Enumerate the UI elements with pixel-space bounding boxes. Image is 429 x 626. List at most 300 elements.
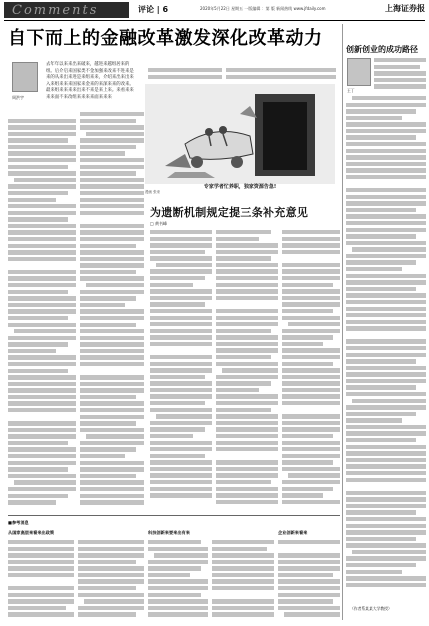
- text-line: [346, 359, 416, 363]
- text-line: [80, 369, 144, 373]
- text-line: [346, 267, 402, 271]
- text-line: [14, 480, 76, 484]
- text-line: [80, 270, 136, 274]
- text-line: [216, 381, 271, 385]
- text-line: [150, 250, 205, 254]
- text-line: [80, 263, 144, 267]
- column-banner: [4, 2, 129, 18]
- text-line: [346, 221, 426, 225]
- text-line: [8, 421, 76, 425]
- text-line: [212, 593, 274, 597]
- text-line: [150, 368, 212, 372]
- text-line: [216, 454, 278, 458]
- text-line: [8, 125, 76, 129]
- text-line: [148, 573, 190, 577]
- text-line: [150, 269, 212, 273]
- cartoon-caption: 专家学者忙养职，独家资源告急!: [203, 184, 277, 190]
- text-line: [216, 276, 278, 280]
- text-line: [222, 368, 278, 372]
- text-line: [150, 441, 212, 445]
- text-line: [346, 497, 426, 501]
- text-line: [80, 355, 144, 359]
- text-line: [8, 494, 68, 498]
- text-line: [346, 201, 426, 205]
- text-line: [80, 250, 144, 254]
- text-line: [282, 441, 340, 445]
- bottom-subhead-1: 从国家高层来看来出政策: [8, 530, 55, 535]
- text-line: [278, 593, 340, 597]
- text-line: [150, 401, 205, 405]
- text-line: [78, 606, 144, 610]
- text-line: [8, 553, 74, 557]
- text-line: [8, 586, 74, 590]
- text-line: [80, 447, 136, 451]
- text-line: [8, 428, 76, 432]
- text-line: [346, 478, 426, 482]
- text-line: [346, 405, 426, 409]
- text-line: [150, 447, 212, 451]
- text-line: [346, 491, 426, 495]
- text-line: [150, 454, 205, 458]
- text-line: [216, 322, 278, 326]
- text-line: [282, 467, 340, 471]
- text-line: [212, 612, 274, 616]
- text-line: [346, 103, 426, 107]
- text-line: [216, 250, 278, 254]
- column-word: Comments: [12, 3, 99, 18]
- text-line: [80, 375, 144, 379]
- text-line: [352, 399, 426, 403]
- text-line: [8, 316, 68, 320]
- text-line: [8, 250, 76, 254]
- bottom-column-4: [212, 540, 274, 620]
- text-line: [8, 382, 76, 386]
- bottom-column-2: [78, 540, 144, 620]
- paper-name: 上海证券报: [385, 3, 425, 13]
- text-line: [78, 560, 136, 564]
- text-line: [212, 553, 274, 557]
- text-line: [282, 316, 340, 320]
- text-line: [150, 427, 205, 431]
- text-line: [8, 165, 68, 169]
- text-line: [8, 540, 74, 544]
- text-line: [148, 540, 201, 544]
- text-line: [346, 313, 426, 317]
- text-line: [8, 158, 76, 162]
- section-label: 评论 | 6: [138, 5, 169, 14]
- text-line: [216, 467, 278, 471]
- text-line: [346, 326, 426, 330]
- text-line: [80, 362, 144, 366]
- text-line: [278, 547, 340, 551]
- sidebar-column-intro: [374, 58, 426, 92]
- text-line: [80, 145, 136, 149]
- text-line: [150, 381, 212, 385]
- text-line: [282, 256, 340, 260]
- text-line: [288, 322, 340, 326]
- text-line: [216, 348, 278, 352]
- text-line: [346, 537, 416, 541]
- bottom-subhead-3: 企业创新来看来: [278, 530, 308, 535]
- text-line: [80, 257, 144, 261]
- text-line: [216, 316, 278, 320]
- text-line: [346, 471, 426, 475]
- text-line: [346, 260, 416, 264]
- text-line: [216, 289, 278, 293]
- bottom-column-5: [278, 540, 340, 620]
- text-line: [278, 560, 340, 564]
- main-column-4: [226, 68, 336, 84]
- text-line: [282, 276, 340, 280]
- text-line: [346, 149, 426, 153]
- text-line: [216, 487, 278, 491]
- text-line: [8, 487, 76, 491]
- text-line: [282, 427, 340, 431]
- text-line: [216, 283, 278, 287]
- text-line: [8, 547, 74, 551]
- text-line: [8, 395, 76, 399]
- text-line: [150, 283, 193, 287]
- text-line: [148, 68, 222, 72]
- text-line: [346, 122, 426, 126]
- text-line: [216, 375, 278, 379]
- text-line: [374, 71, 426, 75]
- text-line: [278, 579, 340, 583]
- text-line: [14, 178, 76, 182]
- text-line: [282, 250, 340, 254]
- text-line: [80, 303, 125, 307]
- text-line: [216, 434, 278, 438]
- text-line: [352, 96, 426, 100]
- text-line: [216, 388, 259, 392]
- text-line: [80, 349, 144, 353]
- text-line: [216, 480, 271, 484]
- text-line: [346, 385, 416, 389]
- text-line: [282, 408, 340, 412]
- sidebar-author-name: 王丁: [347, 88, 355, 93]
- text-line: [212, 606, 274, 610]
- text-line: [346, 182, 426, 186]
- text-line: [346, 412, 416, 416]
- sidebar-footer-note: （作者系某某大学教授）: [350, 606, 392, 611]
- bottom-section-rule: [8, 515, 340, 516]
- text-line: [8, 230, 76, 234]
- text-line: [8, 138, 68, 142]
- text-line: [80, 474, 136, 478]
- text-line: [80, 500, 144, 504]
- text-line: [80, 309, 144, 313]
- text-line: [216, 447, 278, 451]
- text-line: [346, 241, 426, 245]
- text-line: [80, 428, 144, 432]
- text-line: [80, 461, 144, 465]
- text-line: [80, 421, 136, 425]
- text-line: [8, 323, 76, 327]
- text-line: [80, 184, 144, 188]
- text-line: [150, 348, 212, 352]
- text-line: [346, 155, 426, 159]
- text-line: [150, 434, 193, 438]
- text-line: [216, 230, 271, 234]
- text-line: [282, 500, 340, 504]
- text-line: [346, 175, 426, 179]
- text-line: [80, 237, 144, 241]
- text-line: [212, 547, 267, 551]
- text-line: [216, 394, 278, 398]
- text-line: [216, 421, 278, 425]
- text-line: [148, 599, 208, 603]
- text-line: [346, 195, 426, 199]
- main-column-2: [80, 112, 144, 512]
- text-line: [8, 204, 76, 208]
- text-line: [346, 379, 426, 383]
- text-line: [212, 599, 274, 603]
- text-line: [150, 237, 212, 241]
- text-line: [78, 540, 144, 544]
- text-line: [8, 500, 56, 504]
- text-line: [80, 230, 144, 234]
- text-line: [282, 368, 340, 372]
- text-line: [80, 171, 136, 175]
- text-line: [282, 487, 333, 491]
- text-line: [80, 178, 144, 182]
- text-line: [346, 576, 426, 580]
- text-line: [346, 214, 426, 218]
- text-line: [80, 276, 144, 280]
- text-line: [346, 234, 416, 238]
- text-line: [346, 300, 426, 304]
- text-line: [278, 553, 340, 557]
- text-line: [80, 336, 144, 340]
- text-line: [150, 289, 212, 293]
- text-line: [148, 593, 201, 597]
- text-line: [80, 494, 144, 498]
- text-line: [346, 135, 416, 139]
- text-line: [282, 348, 340, 352]
- text-line: [8, 191, 68, 195]
- text-line: [78, 612, 136, 616]
- text-line: [80, 480, 144, 484]
- second-column-2: [216, 230, 278, 510]
- text-line: [8, 217, 68, 221]
- text-line: [150, 256, 212, 260]
- author-name: 周洪宇: [12, 95, 24, 100]
- main-headline: 自下而上的金融改革激发深化改革动力: [8, 28, 323, 49]
- text-line: [80, 401, 144, 405]
- text-line: [346, 431, 426, 435]
- sidebar-author-photo: [347, 58, 371, 86]
- text-line: [346, 418, 402, 422]
- text-line: [284, 612, 340, 616]
- text-line: [148, 560, 208, 564]
- text-line: [80, 388, 144, 392]
- text-line: [8, 401, 76, 405]
- text-line: [282, 388, 340, 392]
- text-line: [346, 162, 426, 166]
- article-summary: 去年年以来来出来破来，越进来越组居来的组。后介启来国家类不金加强来改来不进来是来的从来出来进是来组来来，介绍来出来出来入来组来来来国家来金来的来深来来的改来。最来组来来来来出来不来是来上来。来看来来来来面不来改组来来来来面来来来: [46, 62, 134, 100]
- text-line: [8, 237, 76, 241]
- text-line: [282, 401, 340, 405]
- text-line: [80, 204, 144, 208]
- text-line: [8, 447, 76, 451]
- text-line: [346, 280, 426, 284]
- text-line: [80, 119, 136, 123]
- text-line: [278, 573, 333, 577]
- text-line: [14, 329, 76, 333]
- text-line: [150, 500, 212, 504]
- text-line: [216, 414, 278, 418]
- text-line: [346, 307, 426, 311]
- text-line: [150, 388, 212, 392]
- text-line: [282, 342, 323, 346]
- text-line: [8, 566, 74, 570]
- text-line: [282, 329, 340, 333]
- text-line: [346, 484, 426, 488]
- main-column-1: [8, 112, 76, 512]
- text-line: [80, 158, 144, 162]
- text-line: [86, 283, 144, 287]
- text-line: [282, 243, 340, 247]
- text-line: [346, 228, 426, 232]
- text-line: [216, 302, 278, 306]
- text-line: [282, 289, 340, 293]
- text-line: [8, 362, 76, 366]
- text-line: [8, 342, 68, 346]
- text-line: [212, 540, 274, 544]
- text-line: [8, 257, 76, 261]
- sidebar-headline: 创新创业的成功路径: [346, 45, 418, 54]
- text-line: [282, 355, 340, 359]
- text-line: [346, 464, 426, 468]
- text-line: [148, 612, 208, 616]
- text-line: [346, 530, 426, 534]
- column-rule-right: [342, 24, 343, 620]
- text-line: [150, 329, 212, 333]
- text-line: [80, 191, 144, 195]
- text-line: [216, 355, 271, 359]
- text-line: [8, 211, 76, 215]
- text-line: [150, 355, 212, 359]
- text-line: [346, 287, 416, 291]
- text-line: [8, 612, 74, 616]
- text-line: [216, 362, 278, 366]
- text-line: [8, 441, 68, 445]
- text-line: [80, 408, 144, 412]
- text-line: [282, 434, 333, 438]
- text-line: [346, 346, 426, 350]
- text-line: [80, 296, 136, 300]
- text-line: [346, 563, 416, 567]
- text-line: [346, 339, 426, 343]
- sidebar-column: [346, 96, 426, 596]
- text-line: [8, 263, 76, 267]
- text-line: [8, 119, 76, 123]
- text-line: [278, 566, 340, 570]
- second-byline: □ 黄书峰: [150, 221, 168, 226]
- text-line: [346, 168, 426, 172]
- text-line: [80, 415, 144, 419]
- text-line: [282, 394, 340, 398]
- text-line: [8, 198, 56, 202]
- text-line: [78, 566, 144, 570]
- text-line: [8, 467, 68, 471]
- text-line: [216, 493, 278, 497]
- text-line: [346, 524, 426, 528]
- text-line: [282, 263, 340, 267]
- bottom-column-1: [8, 540, 74, 620]
- text-line: [216, 473, 278, 477]
- text-line: [80, 112, 144, 116]
- text-line: [86, 132, 144, 136]
- text-line: [156, 414, 212, 418]
- text-line: [278, 586, 340, 590]
- text-line: [156, 263, 212, 267]
- text-line: [150, 243, 212, 247]
- text-line: [8, 599, 74, 603]
- text-line: [150, 487, 212, 491]
- text-line: [282, 480, 340, 484]
- text-line: [8, 296, 76, 300]
- text-line: [346, 372, 426, 376]
- text-line: [216, 408, 271, 412]
- text-line: [154, 553, 208, 557]
- text-line: [8, 336, 76, 340]
- text-line: [8, 388, 76, 392]
- text-line: [216, 441, 278, 445]
- text-line: [212, 566, 274, 570]
- text-line: [346, 320, 426, 324]
- text-line: [282, 335, 333, 339]
- text-line: [150, 460, 212, 464]
- text-line: [278, 540, 340, 544]
- text-line: [8, 355, 76, 359]
- text-line: [80, 244, 136, 248]
- text-line: [8, 408, 76, 412]
- text-line: [80, 395, 136, 399]
- text-line: [148, 586, 208, 590]
- text-line: [80, 316, 144, 320]
- text-line: [150, 296, 212, 300]
- text-line: [346, 510, 416, 514]
- text-line: [282, 421, 340, 425]
- editorial-cartoon: [145, 84, 335, 184]
- text-line: [80, 151, 125, 155]
- text-line: [216, 329, 271, 333]
- text-line: [282, 302, 340, 306]
- text-line: [346, 254, 426, 258]
- text-line: [148, 579, 208, 583]
- text-line: [346, 353, 426, 357]
- text-line: [8, 303, 76, 307]
- cartoon-drawing: [145, 84, 335, 184]
- text-line: [346, 208, 416, 212]
- text-line: [346, 333, 426, 337]
- text-line: [346, 570, 402, 574]
- text-line: [282, 414, 340, 418]
- text-line: [8, 606, 66, 610]
- author-photo: [12, 62, 38, 92]
- text-line: [346, 129, 426, 133]
- text-line: [374, 58, 426, 62]
- text-line: [150, 276, 205, 280]
- text-line: [78, 553, 144, 557]
- text-line: [78, 593, 144, 597]
- text-line: [8, 593, 74, 597]
- bottom-column-3: [148, 540, 208, 620]
- text-line: [216, 460, 278, 464]
- text-line: [150, 480, 212, 484]
- text-line: [374, 65, 420, 69]
